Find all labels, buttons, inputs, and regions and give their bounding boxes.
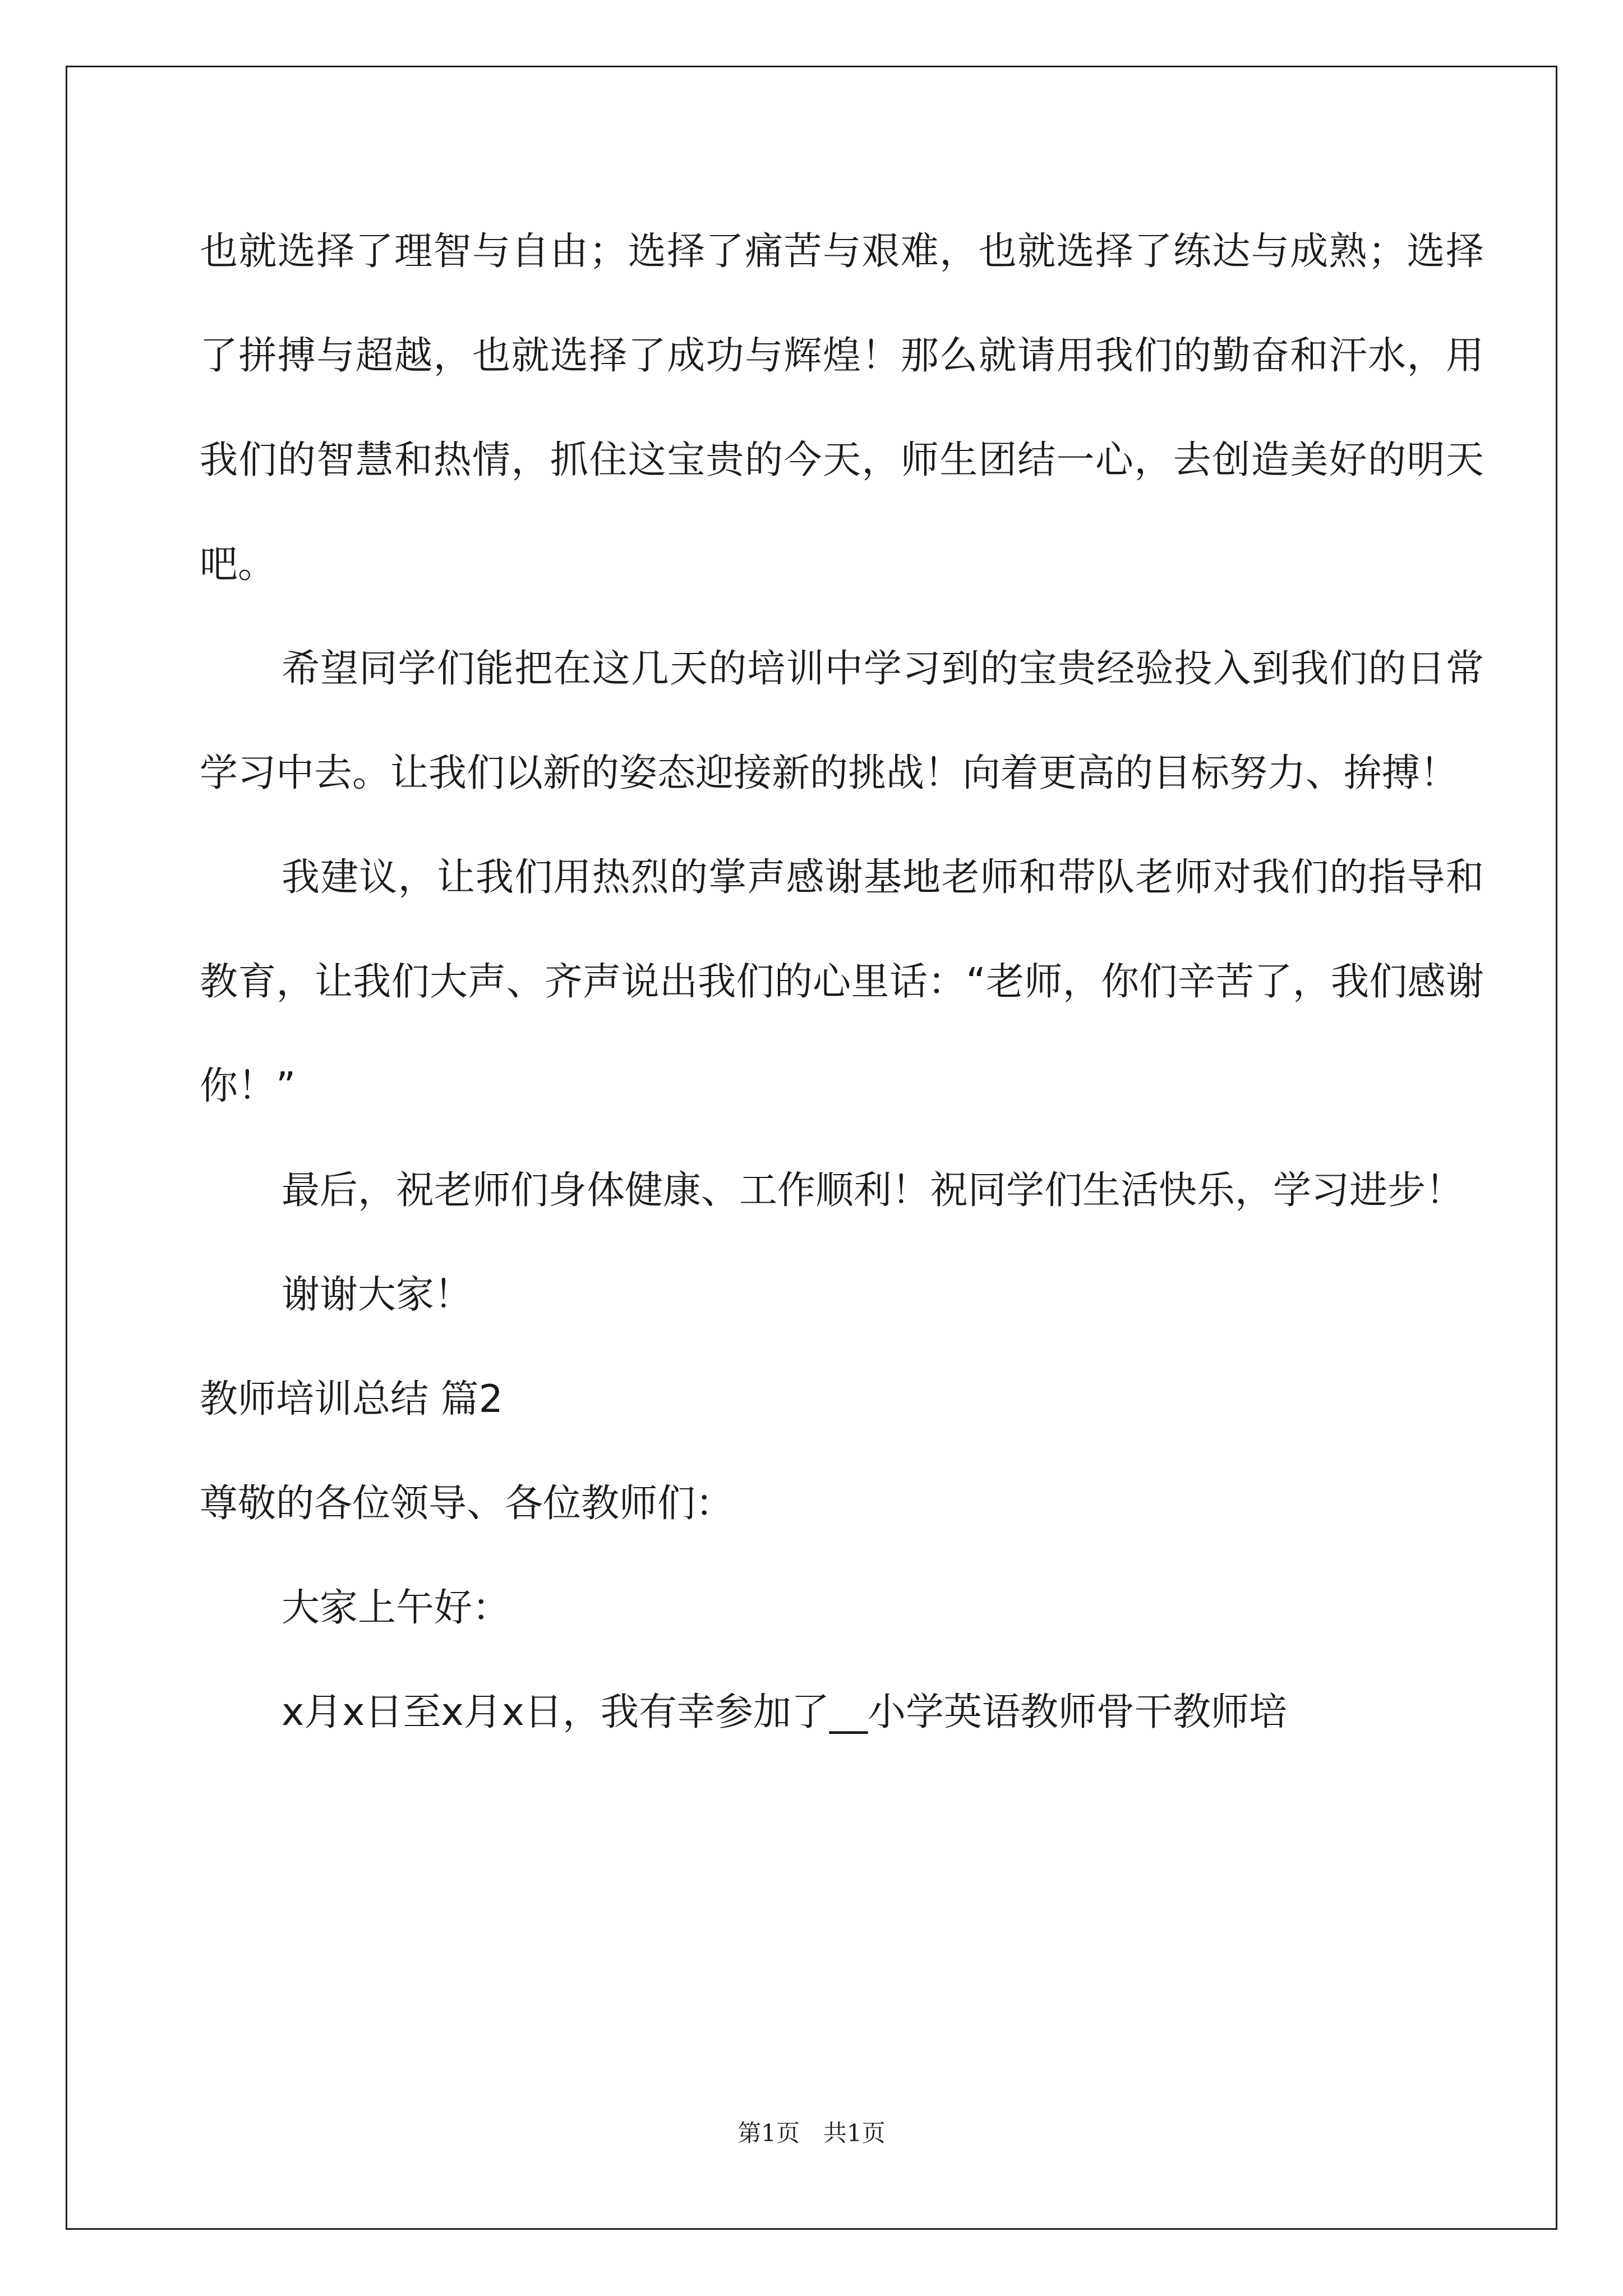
document-body — [200, 200, 1484, 1765]
paragraph-thanks-teachers: 我建议，让我们用热烈的掌声感谢基地老师和带队老师对我们的指导和教育，让我们大声、齐声说出我们的心里话：“老师，你们辛苦了，我们感谢你！” — [200, 855, 1484, 1108]
section-heading: 教师培训总结 篇2 — [200, 1377, 503, 1421]
paragraph-choice-conclusion: 也就选择了理智与自由；选择了痛苦与艰难，也就选择了练达与成熟；选择了拼搏与超越，也就选择了成功与辉煌！那么就请用我们的勤奋和汗水，用我们的智慧和热情，抓住这宝贵的今天，师生团结一心，去创造美好的明天吧。 — [200, 229, 1484, 587]
paragraph-hope: 希望同学们能把在这几天的培训中学习到的宝贵经验投入到我们的日常学习中去。让我们以新的姿态迎接新的挑战！向着更高的目标努力、拚搏！ — [200, 647, 1484, 795]
paragraph-thank-you: 谢谢大家！ — [282, 1273, 473, 1317]
page-footer: 第1页 共1页 — [737, 2119, 886, 2147]
greeting: 大家上午好： — [282, 1586, 511, 1630]
paragraph-wishes: 最后，祝老师们身体健康、工作顺利！祝同学们生活快乐，学习进步！ — [282, 1168, 1464, 1213]
salutation: 尊敬的各位领导、各位教师们： — [200, 1481, 734, 1526]
paragraph-training-intro: x月x日至x月x日，我有幸参加了__小学英语教师骨干教师培 — [282, 1690, 1287, 1734]
